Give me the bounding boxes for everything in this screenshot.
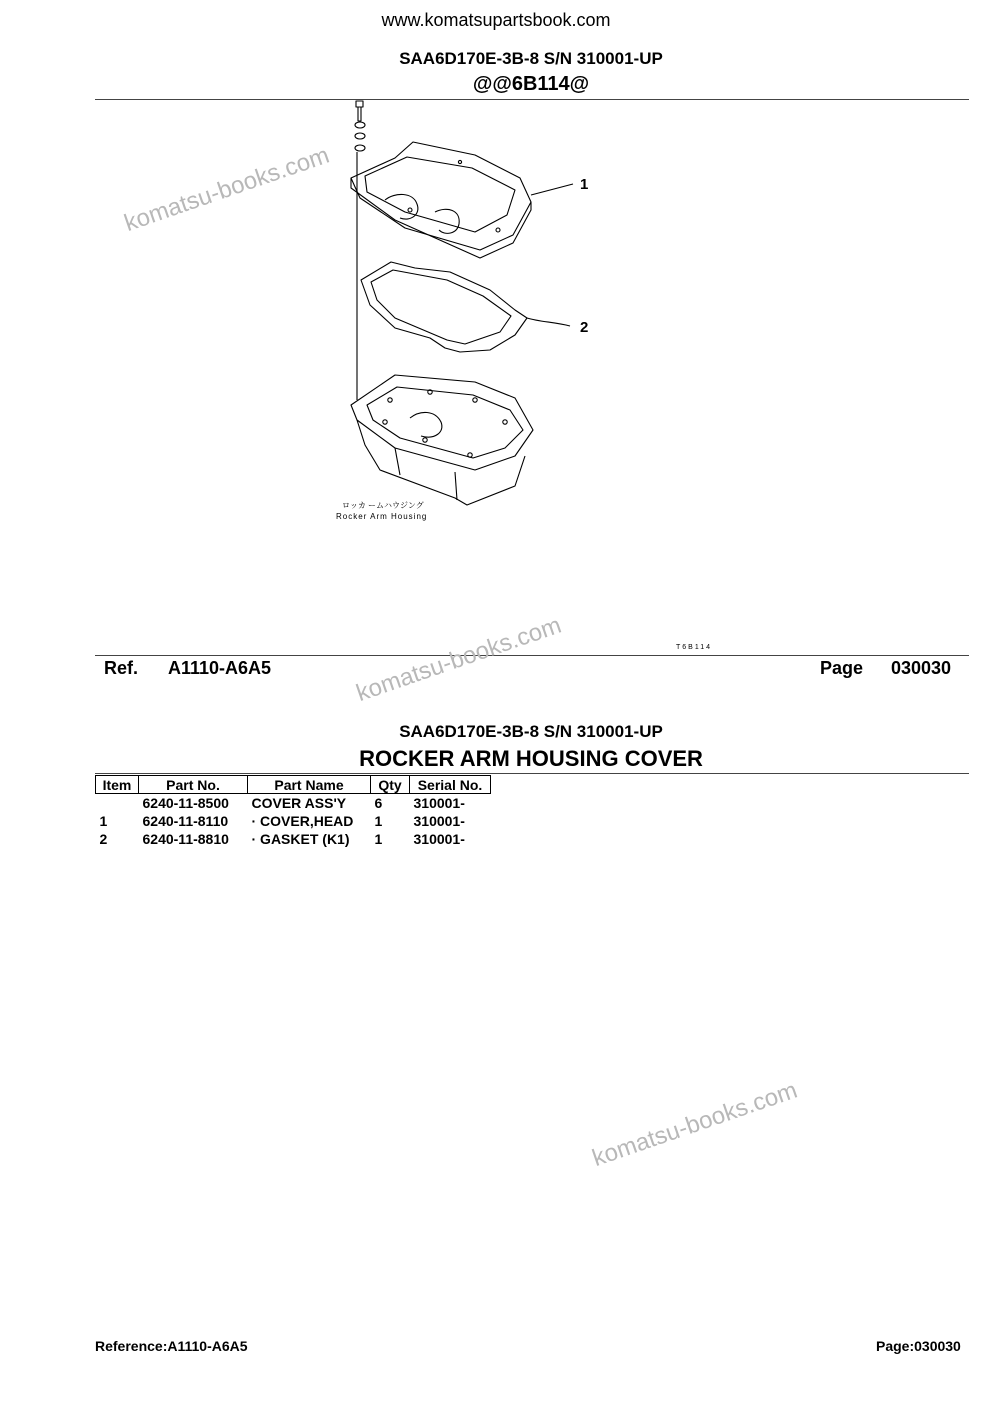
qty-cell: 6 <box>374 795 383 811</box>
gasket-drawing <box>361 262 570 352</box>
part-name-cell: COVER ASS'Y <box>251 795 347 811</box>
qty-cell: 1 <box>374 831 383 847</box>
callout-2: 2 <box>580 319 589 336</box>
part-no-cell: 6240-11-8810 <box>142 831 229 847</box>
reference-divider <box>95 655 969 656</box>
illustration-code: @@6B114@ <box>472 73 590 95</box>
watermark: komatsu-books.com <box>120 141 333 238</box>
column-header-part-name: Part Name <box>248 776 371 794</box>
item-cell: 1 <box>99 813 108 829</box>
rocker-arm-housing-drawing <box>351 375 533 505</box>
part-name-cell: · COVER,HEAD <box>251 813 354 829</box>
serial-cell: 310001- <box>413 795 465 811</box>
serial-cell: 310001- <box>413 813 465 829</box>
part-no-cell: 6240-11-8110 <box>142 813 229 829</box>
parts-table <box>95 775 491 848</box>
page-label: Page <box>820 658 864 678</box>
model-serial-heading: SAA6D170E-3B-8 S/N 310001-UP <box>399 49 663 68</box>
site-url[interactable]: www.komatsupartsbook.com <box>381 10 611 30</box>
serial-cell: 310001- <box>413 831 465 847</box>
footer-page: Page:030030 <box>876 1338 961 1354</box>
part-name-cell: · GASKET (K1) <box>251 831 350 847</box>
table-row <box>96 830 491 848</box>
callout-1: 1 <box>580 176 589 193</box>
column-header-serial-no: Serial No. <box>410 776 491 794</box>
table-header-row <box>96 776 491 794</box>
qty-cell: 1 <box>374 813 383 829</box>
cover-head-drawing <box>351 142 573 258</box>
section-title: ROCKER ARM HOUSING COVER <box>359 746 703 771</box>
item-cell <box>96 794 139 813</box>
ref-code: A1110-A6A5 <box>168 658 272 678</box>
table-row <box>96 794 491 813</box>
title-divider <box>95 773 969 774</box>
table-row <box>96 812 491 830</box>
footer-reference: Reference:A1110-A6A5 <box>95 1338 248 1354</box>
item-cell: 2 <box>99 831 108 847</box>
watermark: komatsu-books.com <box>588 1076 801 1173</box>
diagram-caption-jp: ロッカ ームハウジング <box>342 501 424 510</box>
part-no-cell: 6240-11-8500 <box>142 795 229 811</box>
page-number: 030030 <box>891 658 952 678</box>
figure-code: T6B114 <box>676 644 712 651</box>
column-header-qty: Qty <box>371 776 410 794</box>
ref-label: Ref. <box>104 658 139 678</box>
column-header-part-no: Part No. <box>139 776 248 794</box>
section-model-serial: SAA6D170E-3B-8 S/N 310001-UP <box>399 722 663 741</box>
bolt-drawing <box>355 101 365 400</box>
diagram-caption-en: Rocker Arm Housing <box>336 512 428 521</box>
column-header-item: Item <box>96 776 139 794</box>
watermark: komatsu-books.com <box>352 611 565 708</box>
